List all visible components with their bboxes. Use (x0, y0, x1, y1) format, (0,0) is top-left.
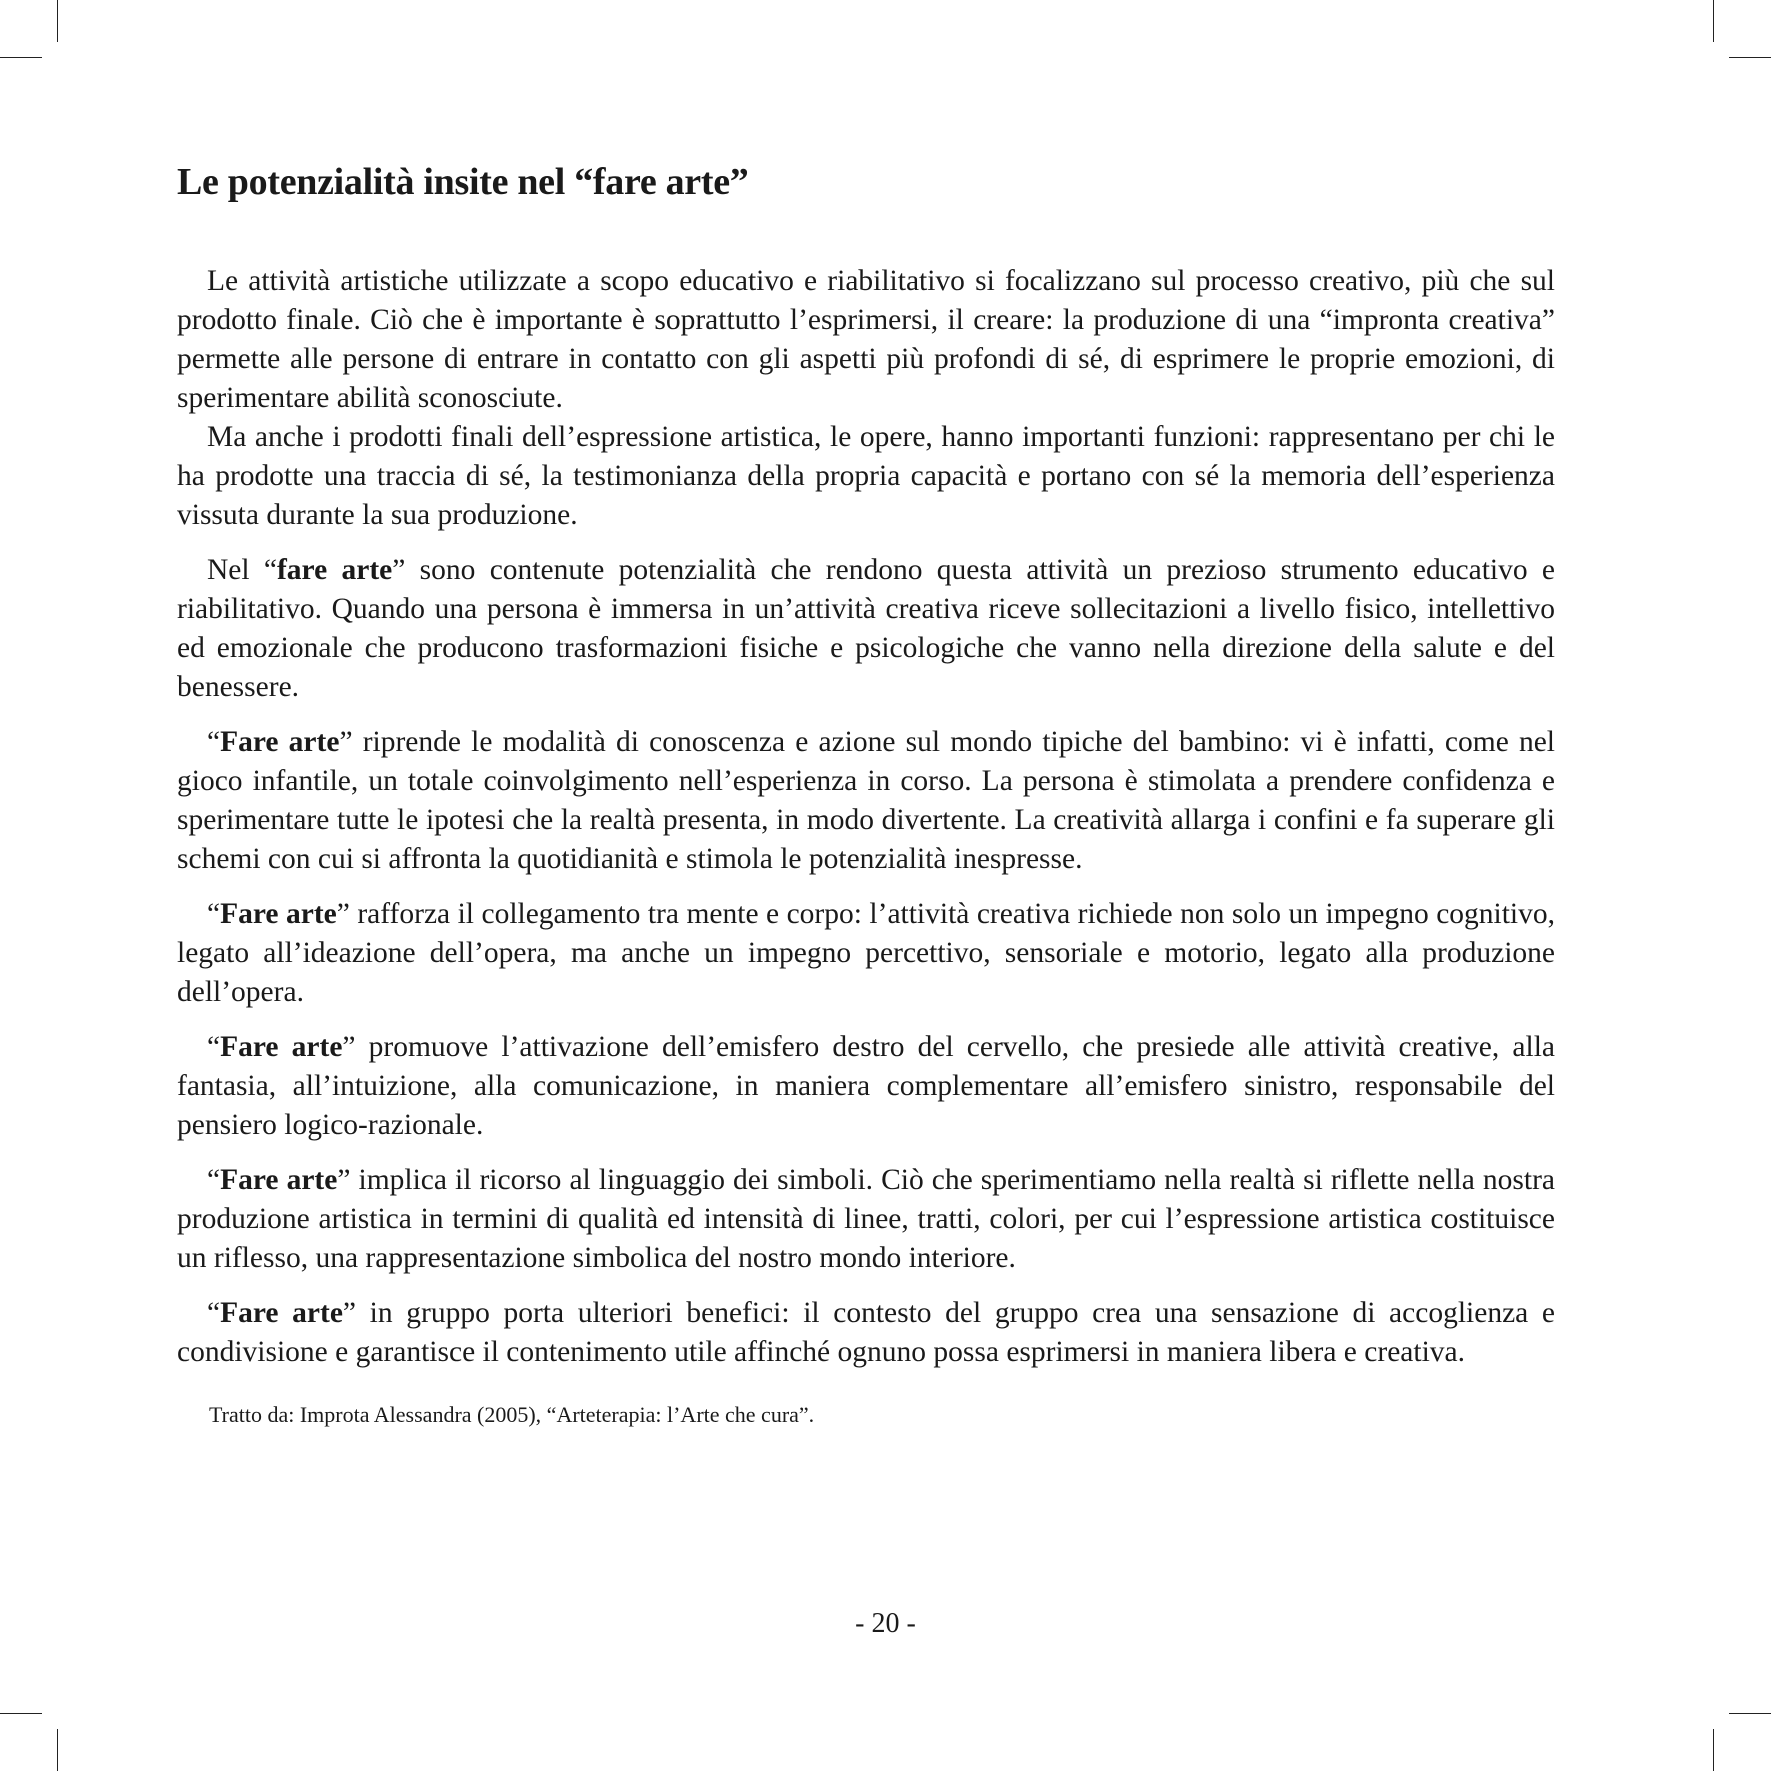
page-content (177, 160, 1555, 1430)
bold-phrase: Fare arte (220, 1163, 338, 1196)
paragraph-text: ” in gruppo porta ulteriori benefici: il contesto del gruppo crea una sensazione di accoglienza e condivisione e garantisce il contenimento utile affinché ognuno possa esprimersi in maniera libera e creativa. (177, 1296, 1555, 1368)
bold-phrase: Fare arte (220, 725, 340, 758)
paragraph-lead: “ (207, 1163, 221, 1196)
paragraph-lead: “ (207, 725, 221, 758)
crop-mark-bottom-right-vertical (1713, 1729, 1714, 1771)
paragraph-text: ” riprende le modalità di conoscenza e azione sul mondo tipiche del bambino: vi è infatti, come nel gioco infantile, un totale coinvolgimento nell’esperienza in corso. La persona è stimolata a prendere confidenza e sperimentare tutte le ipotesi che la realtà presenta, in modo divertente. La creatività allarga i confini e fa superare gli schemi con cui si affronta la quotidianità e stimola le potenzialità inespresse. (177, 725, 1555, 875)
paragraph-text: ” implica il ricorso al linguaggio dei simboli. Ciò che sperimentiamo nella realtà si riflette nella nostra produzione artistica in termini di qualità ed intensità di linee, tratti, colori, per cui l’espressione artistica costituisce un riflesso, una rappresentazione simbolica del nostro mondo interiore. (177, 1163, 1555, 1274)
crop-mark-bottom-left-vertical (57, 1729, 58, 1771)
paragraph-text: ” sono contenute potenzialità che rendono questa attività un prezioso strumento educativo e riabilitativo. Quando una persona è immersa in un’attività creativa riceve sollecitazioni a livello fisico, intellettivo ed emozionale che producono trasformazioni fisiche e psicologiche che vanno nella direzione della salute e del benessere. (177, 553, 1555, 703)
crop-mark-top-right-horizontal (1729, 57, 1771, 58)
paragraph-lead: “ (207, 1296, 221, 1329)
paragraph-text: Ma anche i prodotti finali dell’espressione artistica, le opere, hanno importanti funzioni: rappresentano per chi le ha prodotte una traccia di sé, la testimonianza della propria capacità e portano con sé la memoria dell’esperienza vissuta durante la sua produzione. (177, 420, 1555, 531)
paragraph-2 (177, 418, 1555, 535)
page-number: - 20 - (855, 1608, 916, 1639)
paragraph-8 (177, 1294, 1555, 1372)
bold-phrase: Fare arte (220, 897, 337, 930)
page-title: Le potenzialità insite nel “fare arte” (177, 161, 749, 203)
paragraph-lead: Nel “ (207, 553, 277, 586)
crop-mark-top-right-vertical (1713, 0, 1714, 42)
paragraph-6 (177, 1028, 1555, 1145)
paragraph-4 (177, 723, 1555, 879)
crop-mark-bottom-right-horizontal (1729, 1713, 1771, 1714)
crop-mark-bottom-left-horizontal (0, 1713, 42, 1714)
bold-phrase: Fare arte (220, 1296, 343, 1329)
paragraph-7 (177, 1161, 1555, 1278)
paragraph-5 (177, 895, 1555, 1012)
paragraph-text: ” rafforza il collegamento tra mente e corpo: l’attività creativa richiede non solo un impegno cognitivo, legato all’ideazione dell’opera, ma anche un impegno percettivo, sensoriale e motorio, legato alla produzione dell’opera. (177, 897, 1556, 1008)
bold-phrase: fare arte (276, 553, 393, 586)
bold-phrase: Fare arte (220, 1030, 343, 1063)
paragraph-lead: “ (207, 1030, 221, 1063)
paragraph-1 (177, 262, 1555, 418)
paragraph-text: Le attività artistiche utilizzate a scopo educativo e riabilitativo si focalizzano sul processo creativo, più che sul prodotto finale. Ciò che è importante è soprattutto l’esprimersi, il creare: la produzione di una “impronta creativa” permette alle persone di entrare in contatto con gli aspetti più profondi di sé, di esprimere le proprie emozioni, di sperimentare abilità sconosciute. (177, 264, 1555, 414)
paragraph-text: ” promuove l’attivazione dell’emisfero destro del cervello, che presiede alle attività creative, alla fantasia, all’intuizione, alla comunicazione, in maniera complementare all’emisfero sinistro, responsabile del pensiero logico-razionale. (177, 1030, 1555, 1141)
source-citation: Tratto da: Improta Alessandra (2005), “Arteterapia: l’Arte che cura”. (209, 1401, 815, 1427)
paragraph-lead: “ (207, 897, 221, 930)
crop-mark-top-left-horizontal (0, 57, 42, 58)
crop-mark-top-left-vertical (57, 0, 58, 42)
paragraph-3 (177, 551, 1555, 707)
